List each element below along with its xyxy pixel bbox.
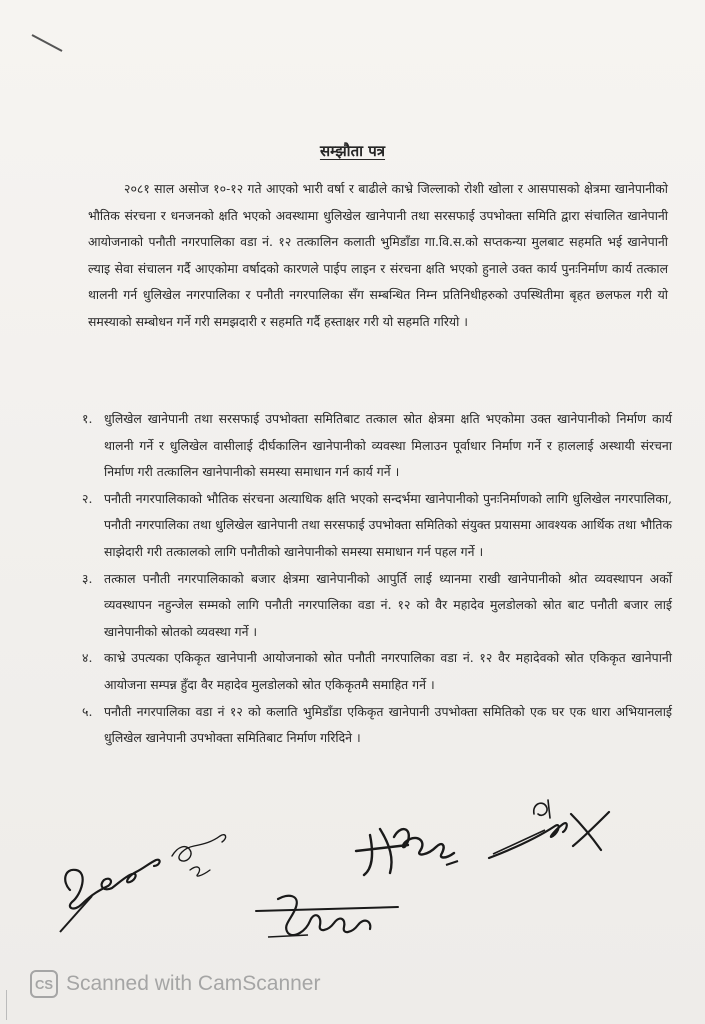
agreement-point [82,406,672,486]
point-text: पनौती नगरपालिका वडा नं १२ को कलाति भुमिडाँडा एकिकृत खानेपानी उपभोक्ता समितिको एक घर एक धारा अभियानलाई धुलिखेल खानेपानी उपभोक्ता समितिबाट निर्माण गरिदिने । [104,703,672,746]
point-number: २. [82,490,93,506]
initial-mark [528,796,558,822]
camscanner-logo-icon: CS [30,970,58,998]
point-text: पनौती नगरपालिकाको भौतिक संरचना अत्याधिक क्षति भएको सन्दर्भमा खानेपानीको पुनःनिर्माणको लागि धुलिखेल नगरपालिका, पनौती नगरपालिका तथा धुलिखेल खानेपानी तथा सरसफाई उपभोक्ता समितिको संयुक्त प्रयासमा आवश्यक आर्थिक तथा भौतिक साझेदारी गरी तत्कालको लागि पनौतीको खानेपानीको समस्या समाधान गर्न पहल गर्ने । [104,490,672,559]
agreement-point [82,486,672,566]
corner-pen-mark [32,34,63,52]
point-text: काभ्रे उपत्यका एकिकृत खानेपानी आयोजनाको स्रोत पनौती नगरपालिका वडा नं. १२ वैर महादेवको स्रोत एकिकृत खानेपानी आयोजना सम्पन्न हुँदा वैर महादेव मुलडोलको स्रोत एकिकृतमै समाहित गर्ने । [104,650,672,692]
camscanner-watermark [30,970,320,998]
point-text: तत्काल पनौती नगरपालिकाको बजार क्षेत्रमा खानेपानीको आपुर्ति लाई ध्यानमा राखी खानेपानीको श्रोत व्यवस्थापन अर्को व्यवस्थापन नहुन्जेल सम्मको लागि पनौती नगरपालिका वडा नं. १२ को वैर महादेव मुलडोलको स्रोत बाट पनौती बजार लाई खानेपानीको स्रोतको व्यवस्था गर्ने । [104,570,672,639]
agreement-point [82,699,672,752]
point-text: धुलिखेल खानेपानी तथा सरसफाई उपभोक्ता समितिबाट तत्काल स्रोत क्षेत्रमा क्षति भएकोमा उक्त खानेपानीको निर्माण कार्य थालनी गर्ने र धुलिखेल वासीलाई दीर्घकालिन खानेपानीको व्यवस्था मिलाउन पूर्वाधार निर्माण गर्ने र हाललाई अस्थायी संरचना निर्माण गरी तत्कालिन खानेपानीको समस्या समाधान गर्न कार्य गर्ने । [104,411,672,480]
intro-paragraph: २०८१ साल असोज १०-१२ गते आएको भारी वर्षा र बाढीले काभ्रे जिल्लाको रोशी खोला र आसपासको क्षेत्रमा खानेपानीको भौतिक संरचना र धनजनको क्षति भएको अवस्थामा धुलिखेल खानेपानी तथा सरसफाई उपभोक्ता समिति द्वारा संचालित खानेपानी आयोजनाको पनौती नगरपालिका वडा नं. १२ तत्कालिन कलाती भुमिडाँडा गा.वि.स.को सप्तकन्या मुलबाट सहमति भई खानेपानी ल्याइ सेवा संचालन गर्दै आएकोमा वर्षादको कारणले पाईप लाइन र संरचना क्षति भएको हुनाले उक्त कार्य पुनःनिर्माण कार्य तत्काल थालनी गर्न धुलिखेल नगरपालिका र पनौती नगरपालिका सँग सम्बन्धित निम्न प्रतिनिधीहरुको उपस्थितीमा बृहत छलफल गरी यो समस्याको सम्बोधन गर्ने गरी समझदारी र सहमति गर्दै हस्ताक्षर गरी यो सहमति गरियो । [88,181,668,329]
signature-bottom [248,885,408,945]
point-number: १. [82,411,93,426]
signature-middle [350,815,470,885]
agreement-points-list [82,406,672,752]
document-title [0,141,705,161]
point-number: ३. [82,570,93,586]
signature-left [52,820,242,940]
point-number: ५. [82,703,93,719]
scan-edge-line [6,990,7,1020]
agreement-point [82,566,672,646]
document-title-text: सम्झौता पत्र [319,142,386,160]
watermark-text: Scanned with CamScanner [66,972,321,995]
point-number: ४. [82,650,93,666]
agreement-point [82,645,672,698]
